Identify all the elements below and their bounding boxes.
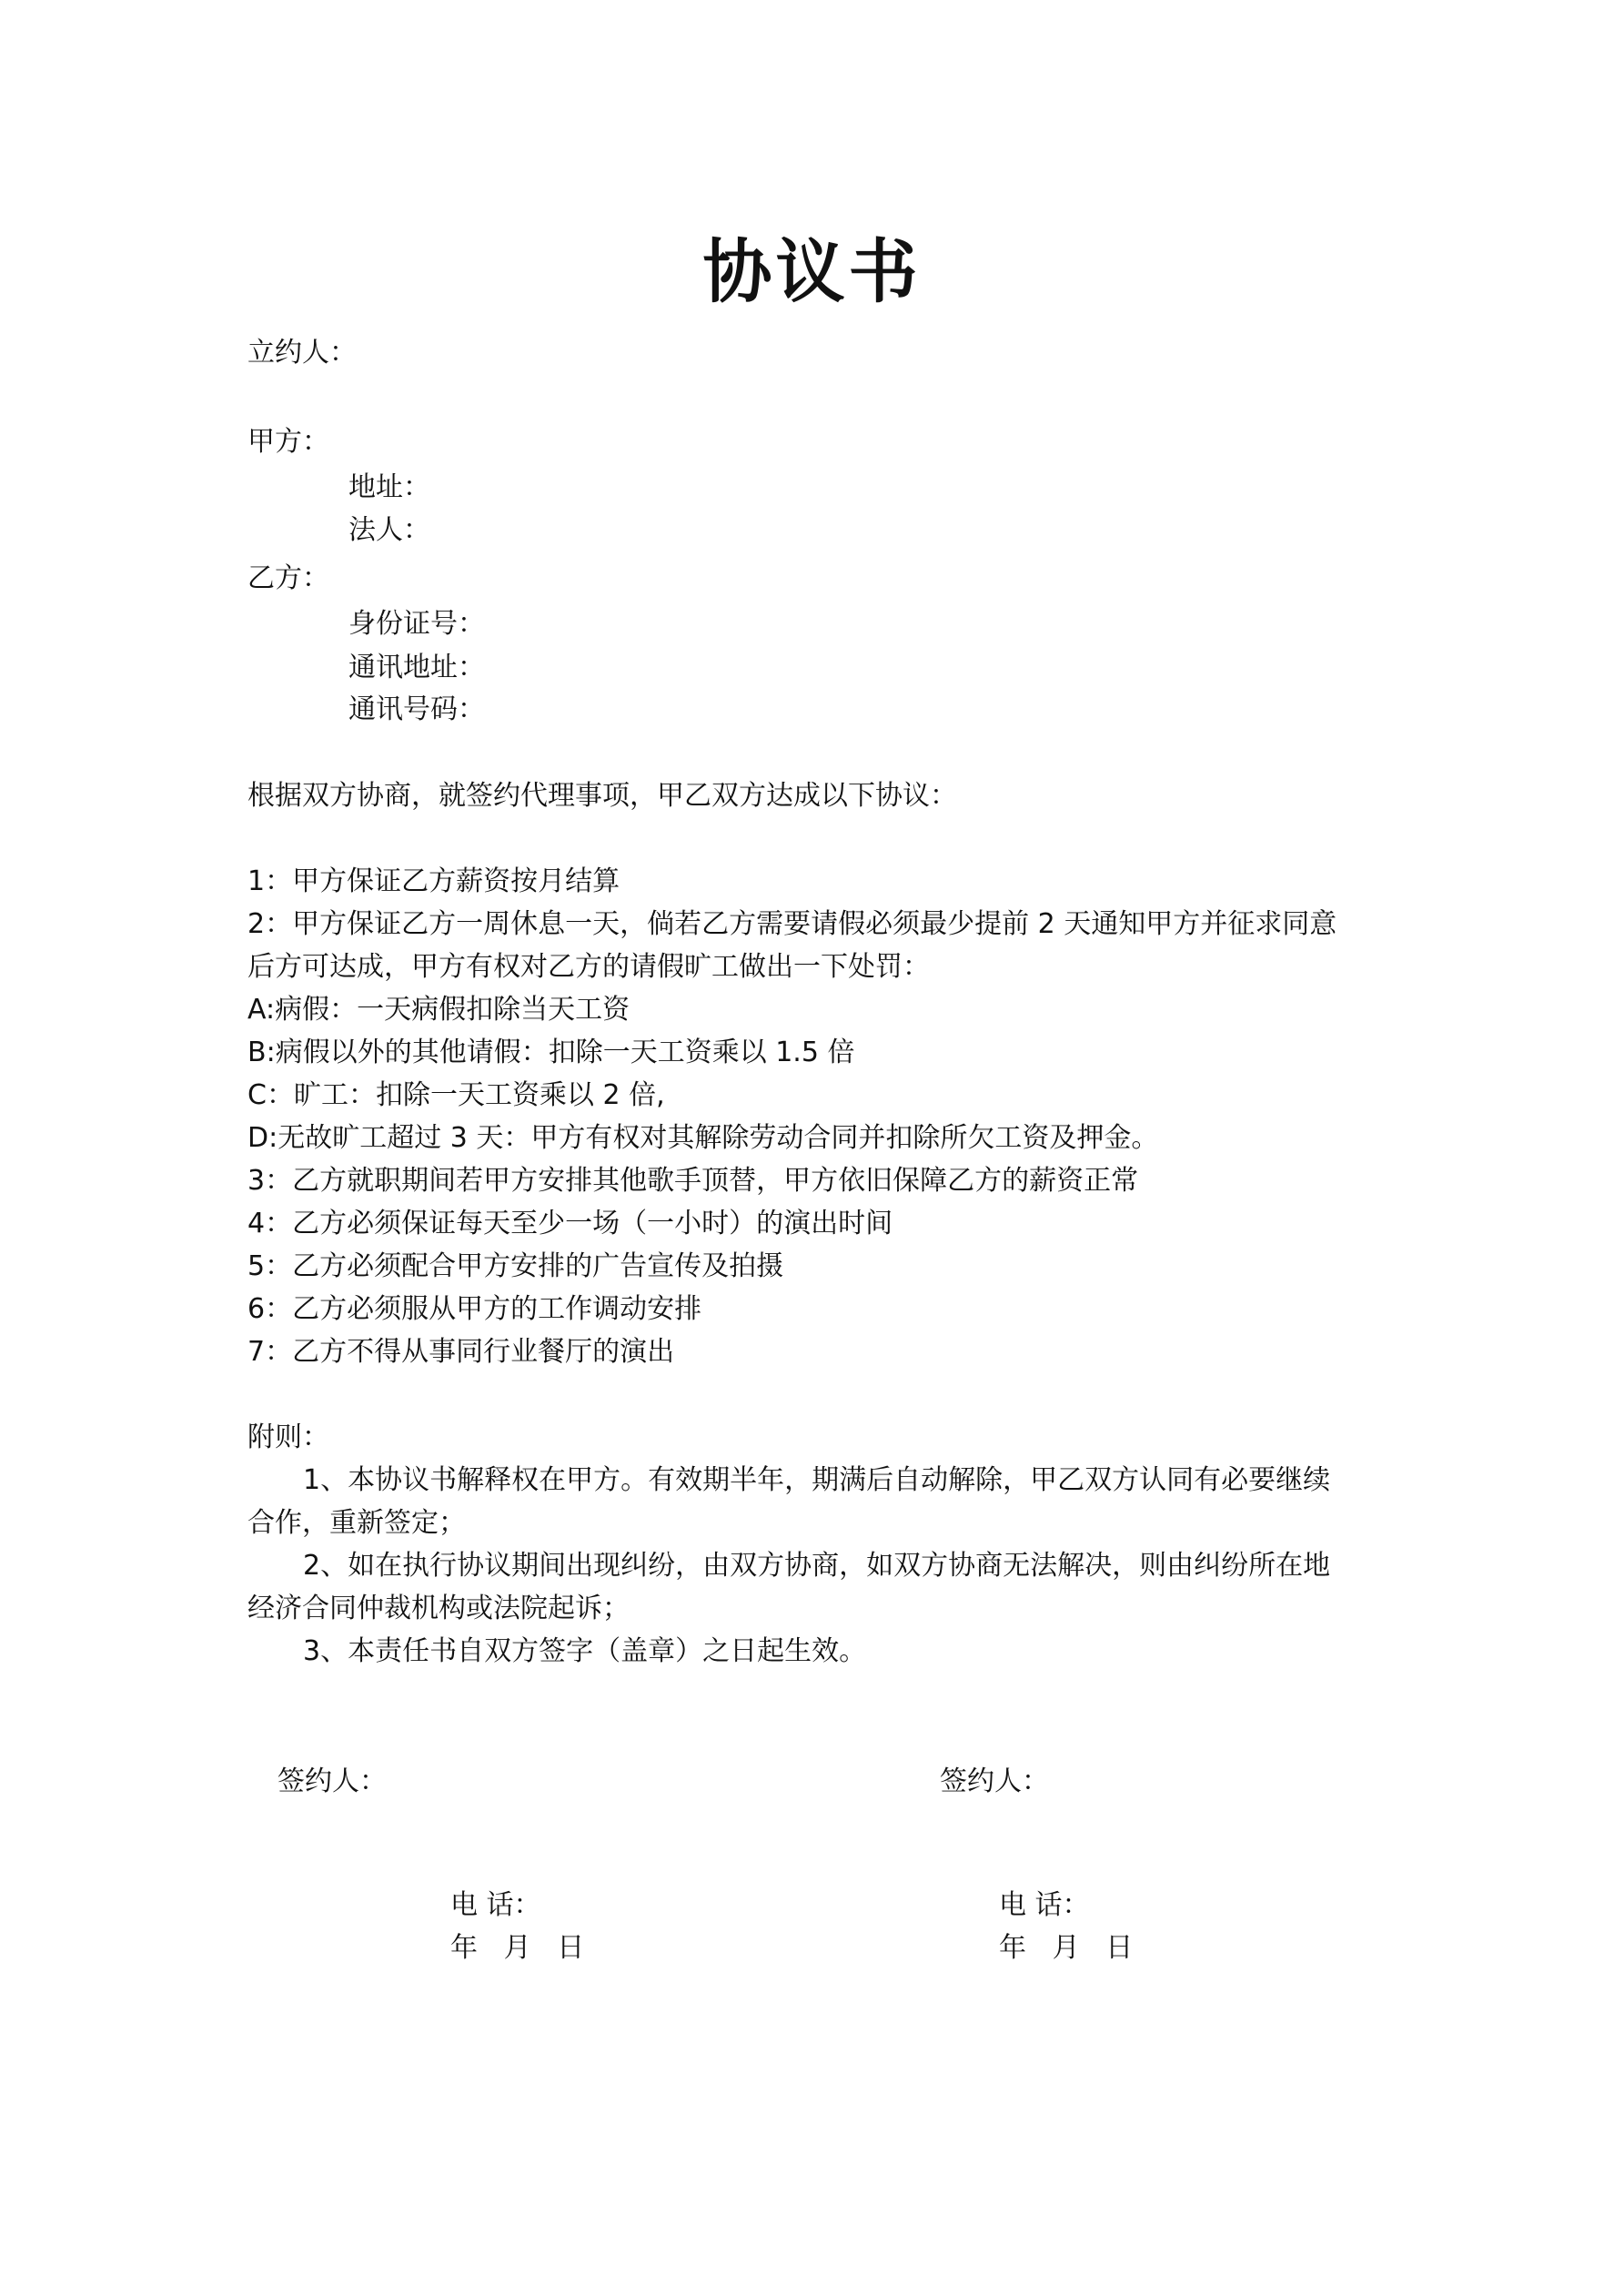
clause-line: 3：乙方就职期间若甲方安排其他歌手顶替，甲方依旧保障乙方的薪资正常 <box>247 1165 1139 1197</box>
clause-line: C：旷工：扣除一天工资乘以 2 倍, <box>247 1079 665 1111</box>
party-a-legal-person-label: 法人： <box>348 514 430 546</box>
appendix-line: 1、本协议书解释权在甲方。有效期半年，期满后自动解除，甲乙双方认同有必要继续 <box>303 1464 1331 1496</box>
party-a-address-label: 地址： <box>348 471 430 503</box>
clause-line: A:病假：一天病假扣除当天工资 <box>247 994 630 1026</box>
appendix-label: 附则： <box>247 1421 329 1453</box>
right-date-label: 年 月 日 <box>999 1932 1134 1964</box>
clause-line: D:无故旷工超过 3 天：甲方有权对其解除劳动合同并扣除所欠工资及押金。 <box>247 1122 1159 1154</box>
party-b-label: 乙方： <box>247 562 329 594</box>
left-date-label: 年 月 日 <box>450 1932 585 1964</box>
party-b-phone-number-label: 通讯号码： <box>348 693 485 725</box>
right-phone-label: 电 话： <box>999 1889 1090 1921</box>
appendix-line: 2、如在执行协议期间出现纠纷，由双方协商，如双方协商无法解决，则由纠纷所在地 <box>303 1550 1331 1582</box>
parties-intro: 立约人： <box>247 337 357 369</box>
appendix-line: 经济合同仲裁机构或法院起诉； <box>247 1593 630 1624</box>
clause-line: 4：乙方必须保证每天至少一场（一小时）的演出时间 <box>247 1208 893 1239</box>
clause-line: 2：甲方保证乙方一周休息一天，倘若乙方需要请假必须最少提前 2 天通知甲方并征求同意 <box>247 908 1337 940</box>
right-signer-label: 签约人： <box>940 1765 1049 1797</box>
clause-line: 1：甲方保证乙方薪资按月结算 <box>247 865 620 897</box>
appendix-line: 3、本责任书自双方签字（盖章）之日起生效。 <box>303 1635 867 1667</box>
left-phone-label: 电 话： <box>450 1889 541 1921</box>
party-b-id-label: 身份证号： <box>348 608 485 640</box>
clause-line: 后方可达成，甲方有权对乙方的请假旷工做出一下处罚： <box>247 951 930 983</box>
party-b-mail-address-label: 通讯地址： <box>348 652 485 683</box>
clause-line: 5：乙方必须配合甲方安排的广告宣传及拍摄 <box>247 1250 784 1282</box>
left-signer-label: 签约人： <box>277 1765 387 1797</box>
party-a-label: 甲方： <box>247 426 329 458</box>
agreement-preamble: 根据双方协商，就签约代理事项，甲乙双方达成以下协议： <box>247 780 957 812</box>
document-title: 协议书 <box>702 231 922 312</box>
clause-line: 6：乙方必须服从甲方的工作调动安排 <box>247 1293 702 1325</box>
clause-line: B:病假以外的其他请假：扣除一天工资乘以 1.5 倍 <box>247 1037 855 1068</box>
clause-line: 7：乙方不得从事同行业餐厅的演出 <box>247 1336 675 1368</box>
appendix-line: 合作，重新签定； <box>247 1507 466 1539</box>
